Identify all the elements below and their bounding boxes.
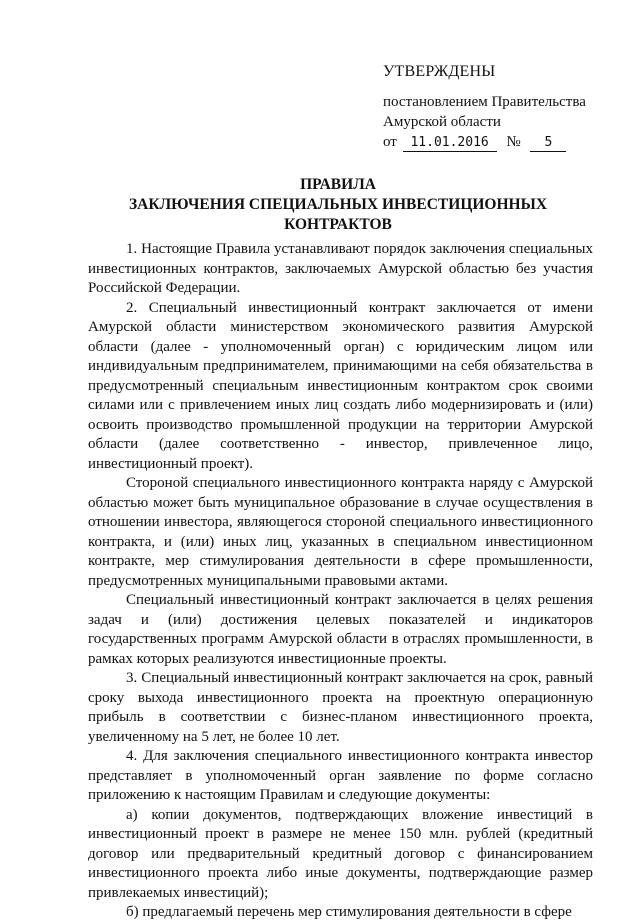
paragraph: б) предлагаемый перечень мер стимулирования деятельности в сфере [126, 904, 572, 920]
paragraph: 4. Для заключения специального инвестиционного контракта инвестор представляет в уполномоченный орган заявление по форме согласно приложению к настоящим Правилам и следующие документы: [88, 748, 593, 803]
document-title [88, 175, 588, 235]
number-sign: № [506, 134, 521, 150]
date-prefix: от [383, 134, 397, 150]
paragraph: 1. Настоящие Правила устанавливают порядок заключения специальных инвестиционных контрактов, заключаемых Амурской областью без участия Российской Федерации. [88, 241, 593, 296]
paragraph: Стороной специального инвестиционного контракта наряду с Амурской областью может быть муниципальное образование в случае осуществления в отношении инвестора, являющегося стороной специального инвестиционного контракта, и (или) иных лиц, указанных в специальном инвестиционном контракте, мер стимулирования деятельности в сфере промышленности, предусмотренных муниципальными правовыми актами. [88, 475, 593, 589]
title-line-1: ПРАВИЛА [300, 176, 376, 193]
approval-line-1: постановлением Правительства [383, 94, 586, 110]
paragraph: 3. Специальный инвестиционный контракт заключается на срок, равный сроку выхода инвестиционного проекта на проектную операционную прибыль в соответствии с бизнес-планом инвестиционного проекта, увеличенному на 5 лет, не более 10 лет. [88, 670, 593, 745]
decree-date: 11.01.2016 [403, 135, 497, 152]
approval-line-2: Амурской области [383, 114, 501, 130]
approval-date-line [383, 132, 623, 152]
paragraph: Специальный инвестиционный контракт заключается в целях решения задач и (или) достижения целевых показателей и индикаторов государственных программ Амурской области в отраслях промышленности, в рамках которых реализуются инвестиционные проекты. [88, 592, 593, 667]
decree-number: 5 [530, 135, 566, 152]
paragraph: 2. Специальный инвестиционный контракт заключается от имени Амурской области министерством экономического развития Амурской области (далее - уполномоченный орган) с юридическим лицом или индивидуальным предпринимателем, принимающими на себя обязательства в предусмотренный специальным инвестиционным контрактом срок своими силами или с привлечением иных лиц создать либо модернизировать и (или) освоить производство промышленной продукции на территории Амурской области (далее соответственно - инвестор, привлеченное лицо, инвестиционный проект). [88, 299, 593, 472]
document-body [88, 240, 593, 923]
paragraph: а) копии документов, подтверждающих вложение инвестиций в инвестиционный проект в размере не менее 150 млн. рублей (кредитный договор или предварительный кредитный договор с финансированием инвестиционного проекта либо иные документы, подтверждающие размер привлекаемых инвестиций); [88, 806, 593, 901]
approval-heading: УТВЕРЖДЕНЫ [383, 63, 496, 80]
approval-block [383, 62, 623, 152]
title-line-2: ЗАКЛЮЧЕНИЯ СПЕЦИАЛЬНЫХ ИНВЕСТИЦИОННЫХ КОНТРАКТОВ [128, 196, 548, 233]
